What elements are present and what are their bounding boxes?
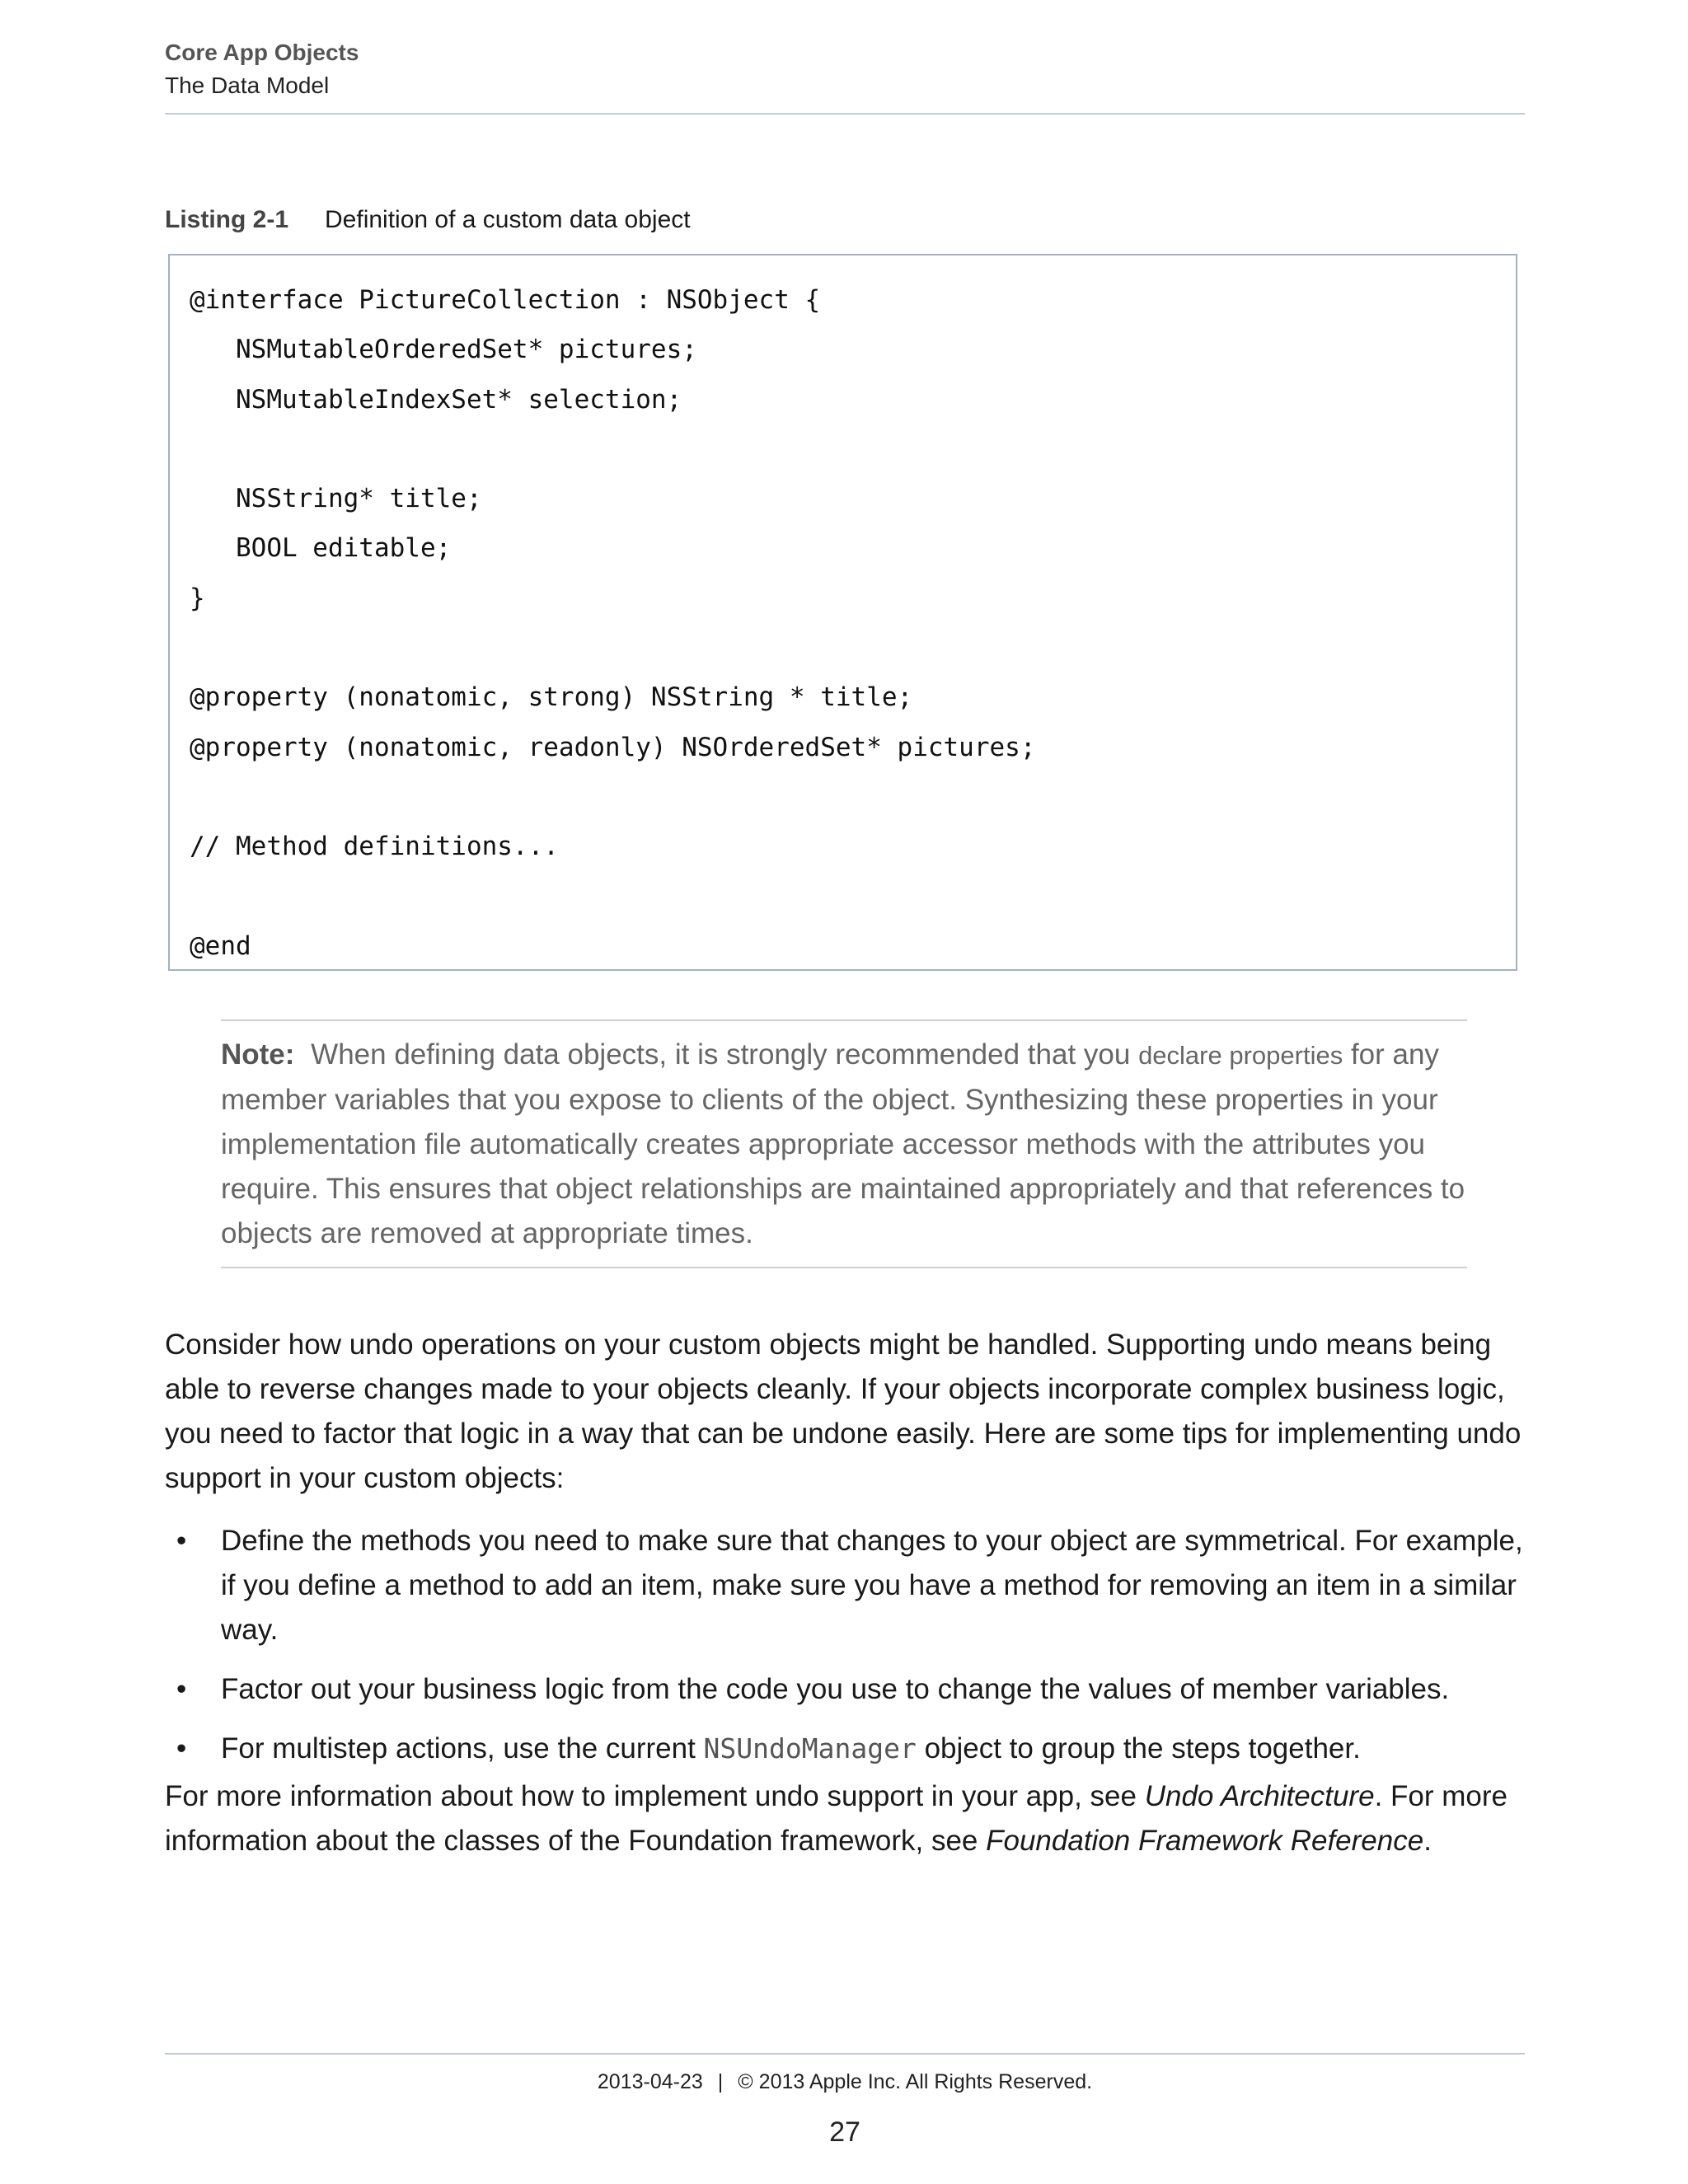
code-line: @end [190, 930, 251, 961]
list-item-text-after: object to group the steps together. [924, 1732, 1361, 1765]
note-top-rule [221, 1019, 1467, 1021]
list-item-text: Factor out your business logic from the code you use to change the values of member variables. [221, 1673, 1450, 1705]
list-item [165, 1727, 1533, 1771]
header-rule [165, 113, 1525, 115]
declare-properties-link[interactable]: declare properties [1138, 1041, 1343, 1070]
note-text-before: When defining data objects, it is strongly recommended that you [311, 1038, 1131, 1071]
code-line: } [190, 583, 205, 613]
listing-label: Listing 2-1 [165, 206, 289, 233]
note-bottom-rule [221, 1267, 1467, 1268]
undo-intro-paragraph: Consider how undo operations on your custom objects might be handled. Supporting undo means being able to reverse changes made to your objects cleanly. If your objects incorporate complex business logic, you need to factor that logic in a way that can be undone easily. Here are some tips for implementing undo support in your custom objects: [165, 1329, 1522, 1494]
code-line: NSString* title; [190, 484, 482, 514]
code-line: @interface PictureCollection : NSObject { [190, 285, 821, 315]
footer [165, 2065, 1525, 2098]
foundation-reference-link[interactable]: Foundation Framework Reference [986, 1825, 1424, 1857]
list-item [165, 1667, 1533, 1712]
bullet-icon: • [176, 1673, 187, 1705]
code-line: BOOL editable; [190, 533, 452, 564]
code-line: NSMutableOrderedSet* pictures; [190, 335, 697, 365]
listing-caption-text: Definition of a custom data object [325, 206, 691, 233]
list-item [165, 1519, 1533, 1652]
note-box [221, 1033, 1474, 1256]
undo-architecture-link[interactable]: Undo Architecture [1144, 1780, 1375, 1812]
bullet-icon: • [176, 1525, 187, 1557]
listing-caption [165, 202, 691, 238]
undo-tips-list [165, 1519, 1533, 1786]
footer-separator: | [717, 2070, 724, 2093]
running-header [165, 36, 1525, 102]
footer-copyright: © 2013 Apple Inc. All Rights Reserved. [738, 2070, 1093, 2093]
section-title: The Data Model [165, 73, 330, 98]
more-info-text-1: For more information about how to implement undo support in your app, see [165, 1780, 1137, 1812]
note-label: Note: [221, 1038, 295, 1071]
code-listing [168, 254, 1517, 971]
more-info-text-3: . [1423, 1825, 1432, 1857]
code-line [190, 424, 1516, 474]
code-line [190, 623, 1516, 673]
chapter-title: Core App Objects [165, 40, 359, 65]
more-info-paragraph [165, 1774, 1533, 1863]
nsundomanager-code: NSUndoManager [703, 1732, 917, 1765]
more-info-text-2: . For more information about the classes of the Foundation framework, see [165, 1780, 1507, 1857]
bullet-icon: • [176, 1732, 187, 1765]
note-text-after: for any member variables that you expose to clients of the object. Synthesizing these properties in your implementation file automatically creates appropriate accessor methods with the attributes you require. This ensures that object relationships are maintained appropriately and that references to objects are removed at appropriate times. [221, 1038, 1465, 1249]
code-line [190, 872, 1516, 921]
code-line: @property (nonatomic, readonly) NSOrderedSet* pictures; [190, 732, 1036, 762]
code-line: NSMutableIndexSet* selection; [190, 384, 682, 415]
code-line [190, 772, 1516, 822]
code-line: @property (nonatomic, strong) NSString * title; [190, 682, 913, 713]
footer-rule [165, 2053, 1525, 2055]
footer-date: 2013-04-23 [597, 2070, 703, 2093]
code-line: // Method definitions... [190, 832, 559, 862]
list-item-text-before: For multistep actions, use the current [221, 1732, 696, 1765]
page-number: 27 [829, 2116, 860, 2148]
list-item-text: Define the methods you need to make sure that changes to your object are symmetrical. For example, if you define a method to add an item, make sure you have a method for removing an item in a similar way. [221, 1525, 1523, 1646]
